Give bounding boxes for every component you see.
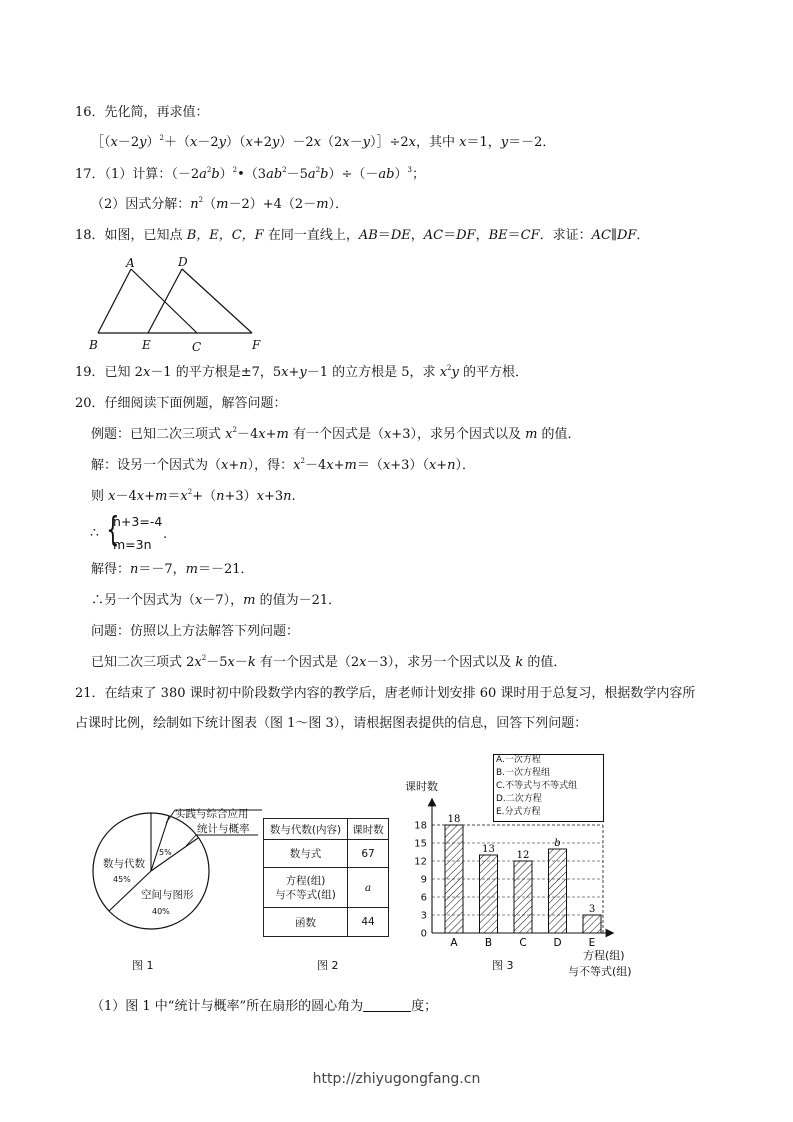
bar-y-tick-label: 18 — [414, 820, 427, 832]
figure1-pie-chart — [88, 798, 263, 940]
table-row-name: 数与式 — [264, 840, 348, 868]
label-b: B — [89, 338, 98, 352]
bar-y-tick-label: 6 — [420, 892, 427, 904]
table-header-content: 数与代数(内容) — [264, 819, 348, 840]
bar-y-tick-label: 3 — [420, 910, 427, 922]
bar-E — [583, 915, 601, 933]
pie-pct-practice: 5% — [159, 848, 172, 857]
q16-expression: $[(x-2y)^2+(x-2y)(x+2y)-2x(2x-y)]\div 2x$，其中 x＝1，y＝－2． — [91, 134, 556, 150]
bar-value-label: 3 — [588, 904, 596, 915]
q20-example: 例题：已知二次三项式 $x^2-4x+m$ 有一个因式是（x+3），求另个因式以及 m 的值． — [91, 426, 581, 442]
table-row-value: 44 — [348, 908, 389, 937]
legend-item: C.不等式与不等式组 — [496, 781, 578, 791]
pie-label-geometry: 空间与图形 — [141, 889, 194, 901]
figure3-bar-chart — [400, 776, 650, 980]
table-row-value: a — [348, 868, 389, 908]
system-row-1: n+3=-4 — [113, 514, 163, 529]
label-c: C — [192, 340, 202, 354]
table-header-hours: 课时数 — [348, 819, 389, 840]
legend-item: E.分式方程 — [496, 807, 541, 817]
figure2-table — [263, 818, 389, 937]
label-f: F — [252, 338, 261, 352]
footer-url: http://zhiyugongfang.cn — [312, 1071, 481, 1087]
q19-statement: 19．已知 2x－1 的平方根是±7，5x+y－1 的立方根是 5，求 $x^2y$ 的平方根． — [75, 364, 529, 380]
bar-y-tick-label: 12 — [414, 856, 427, 868]
bar-value-label: b — [554, 838, 561, 849]
bar-x-axis-label-1: 方程(组) — [583, 949, 625, 962]
bar-y-tick-label: 9 — [420, 874, 427, 886]
bar-x-axis-label-2: 与不等式(组) — [568, 965, 632, 978]
legend-item: D.二次方程 — [496, 794, 542, 804]
label-a: A — [126, 256, 135, 270]
label-d: D — [178, 255, 188, 269]
q20-conclusion: ∴另一个因式为（x－7），m 的值为－21． — [91, 593, 342, 608]
segment-ed — [148, 269, 182, 333]
q18-statement: 18．如图，已知点 B，E，C，F 在同一直线上，AB＝DE，AC＝DF，BE＝CF．求证：AC∥DF． — [75, 228, 650, 243]
system-brace: { — [106, 510, 120, 550]
q16-heading: 16．先化简，再求值： — [75, 105, 209, 120]
segment-ac — [131, 269, 197, 333]
bar-y-tick-label: 15 — [414, 838, 427, 850]
q20-expansion: 则 $x-4x+m=x^2+(n+3)x+3n$. — [91, 488, 296, 504]
figure2-caption: 图 2 — [317, 959, 339, 972]
pie-label-stats: 统计与概率 — [197, 823, 250, 835]
q17-part2: （2）因式分解：$n^2(m-2)+4(2-m)$． — [91, 196, 349, 212]
bar-value-label: 13 — [482, 844, 495, 855]
q21-line2: 占课时比例，绘制如下统计图表（图 1～图 3），请根据图表提供的信息，回答下列问题： — [75, 716, 588, 731]
bar-x-tick-label: B — [484, 937, 493, 949]
q20-solved: 解得：n＝－7，m＝－21． — [91, 562, 254, 577]
figure1-caption: 图 1 — [132, 959, 154, 972]
segment-ab — [98, 269, 131, 333]
bar-x-tick-label: D — [553, 937, 562, 949]
pie-pct-geometry: 40% — [152, 907, 170, 916]
pie-label-practice: 实践与综合应用 — [175, 808, 249, 820]
segment-df — [182, 269, 252, 333]
bar-x-tick-label: A — [450, 937, 458, 949]
table-row-name: 方程(组) 与不等式(组) — [264, 868, 348, 908]
q20-question: 问题：仿照以上方法解答下列问题： — [91, 624, 300, 639]
bar-x-tick-label: E — [588, 937, 596, 949]
q20-heading: 20．仔细阅读下面例题，解答问题： — [75, 396, 287, 411]
q21-line1: 21．在结束了 380 课时初中阶段数学内容的教学后，唐老师计划安排 60 课时用于总复习，根据数学内容所 — [75, 686, 696, 701]
q21-subquestion-1: （1）图 1 中“统计与概率”所在扇形的圆心角为 度； — [91, 999, 438, 1014]
pie-label-algebra: 数与代数 — [103, 858, 145, 870]
legend-item: A.一次方程 — [496, 755, 541, 765]
bar-A — [445, 825, 463, 933]
bar-B — [480, 855, 498, 933]
figure3-caption: 图 3 — [492, 959, 514, 972]
bar-y-axis-label: 课时数 — [405, 780, 438, 793]
table-row-value: 67 — [348, 840, 389, 868]
pie-pct-algebra: 45% — [113, 875, 131, 884]
bar-x-tick-label: C — [519, 937, 527, 949]
table-row-name: 函数 — [264, 908, 348, 937]
label-e: E — [142, 338, 151, 352]
q20-solution-setup: 解：设另一个因式为（x+n），得：$x^2-4x+m=(x+3)(x+n)$． — [91, 457, 475, 473]
bar-value-label: 18 — [447, 814, 461, 825]
bar-D — [549, 849, 567, 933]
legend-item: B.一次方程组 — [496, 768, 551, 778]
system-row-2: m=3n — [113, 537, 152, 552]
system-period: . — [163, 527, 168, 542]
q18-triangle-figure — [85, 252, 270, 354]
answer-blank[interactable] — [363, 999, 411, 1012]
q17-part1: 17．（1）计算：$(-2a^2b)^2•(3ab^2-5a^2b)\div(-ab)^3$； — [75, 166, 425, 182]
bar-value-label: 12 — [516, 850, 530, 861]
therefore-symbol: ∴ — [90, 525, 99, 541]
bar-y-tick-label: 0 — [420, 928, 427, 940]
bar-C — [514, 861, 532, 933]
q20-task: 已知二次三项式 $2x^2-5x-k$ 有一个因式是（2x－3），求另一个因式以及 k 的值． — [91, 654, 567, 670]
